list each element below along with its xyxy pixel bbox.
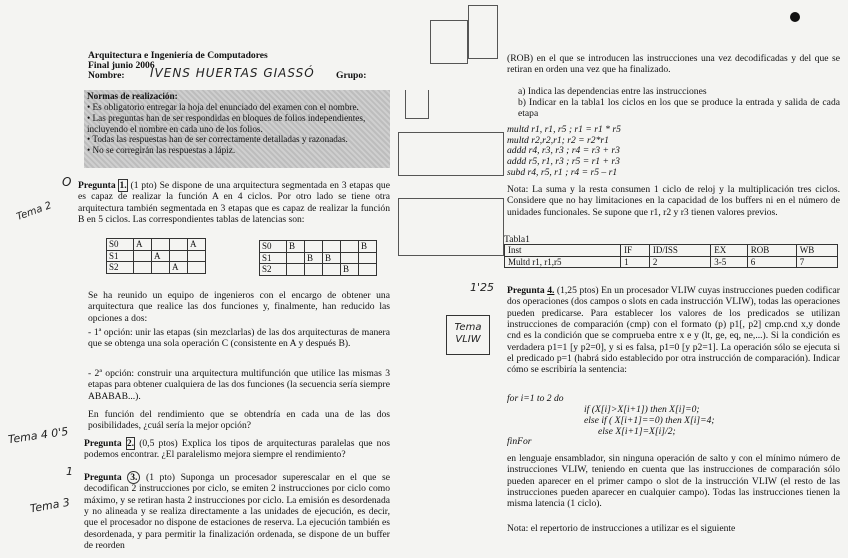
note-latency: Nota: La suma y la resta consumen 1 ciclo de reloj y la multiplicación tres ciclos. Considere que no hay limitaciones en la capacidad de los buffers ni en el número de unidades funcionales. Se supone que r1, r2 y r3 tienen valores previos.	[507, 184, 840, 218]
q1-question: En función del rendimiento que se obtendría en cada una de las dos posibilidades, ¿cuál sería la mejor opción?	[88, 409, 390, 432]
table1-title: Tabla1	[504, 234, 530, 245]
endfor-line: finFor	[507, 436, 532, 447]
norms-box	[84, 90, 390, 168]
q4-text-2: en lenguaje ensamblador, sin ninguna operación de salto y con el mínimo número de instrucciones VLIW, teniendo en cuenta que las instrucciones de comparación sólo pueden aparecer en el primer campo o slot de la instrucción VLIW (el resto de las instrucciones pueden aparecer en cualquier campo). Todas las instrucciones tienen la misma latencia (1 ciclo).	[507, 453, 840, 510]
q4-note: Nota: el repertorio de instrucciones a utilizar es el siguiente	[507, 523, 736, 534]
mark-o: O	[62, 175, 72, 189]
if-line: if (X[i]>X[i+1]) then X[i]=0;	[584, 404, 700, 415]
pencil-pipeline-grid	[398, 132, 504, 176]
annotation-tema3: Tema 3	[29, 495, 71, 516]
item-a: a) Indica las dependencias entre las instrucciones	[518, 86, 707, 97]
norm-item: • Todas las respuestas han de ser correctamente detalladas y razonadas.	[87, 134, 348, 145]
q1-label: Pregunta	[78, 180, 116, 191]
question-3: Pregunta 3. (1 pto) Suponga un procesador superescalar en el que se decodifican 2 instrucciones por ciclo, se emiten 2 instrucciones por ciclo como máximo, y se retiran hasta 2 instrucciones por ciclo. La emisión es desordenada y no alineada y se realiza directamente a las unidades de ejecución, es decir, que el procesador no dispone de estaciones de reserva. La ejecución también es desordenada, y para permitir la finalización ordenada, se dispone de un buffer de reorden	[84, 472, 390, 551]
q1-option-2: - 2ª opción: construir una arquitectura multifunción que utilice las mismas 3 etapas para obtener cualquiera de las dos funciones (la secuencia sería siempre ABABAB...).	[88, 368, 390, 402]
for-loop: for i=1 to 2 do	[507, 393, 564, 404]
q1-paragraph-2: Se ha reunido un equipo de ingenieros con el encargo de obtener una arquitectura que realice las dos funciones y, finalmente, han reducido las opciones a dos:	[88, 290, 390, 324]
pencil-sketch	[405, 90, 429, 119]
group-label: Grupo:	[336, 70, 367, 81]
course-title: Arquitectura e Ingeniería de Computadores	[88, 50, 268, 61]
pencil-sketch	[468, 5, 498, 59]
question-1	[78, 180, 390, 225]
code-line: multd r1, r1, r5 ; r1 = r1 * r5	[507, 124, 621, 135]
rob-text: (ROB) en el que se introducen las instrucciones una vez decodificadas y del que se retiran en orden una vez que ha finalizado.	[507, 53, 840, 76]
item-b: b) Indicar en la tabla1 los ciclos en los que se produce la entrada y salida de cada etapa	[518, 97, 840, 120]
question-2: Pregunta 2. (0,5 ptos) Explica los tipos de arquitecturas paralelas que nos podemos encontrar. ¿El paralelismo mejora siempre el rendimiento?	[84, 438, 390, 461]
pencil-sketch	[430, 20, 468, 64]
norm-item: • No se corregirán las respuestas a lápiz.	[87, 145, 236, 156]
code-line: addd r4, r3, r3 ; r4 = r3 + r3	[507, 145, 620, 157]
mark-1: 1	[66, 465, 73, 478]
code-line: addd r5, r1, r3 ; r5 = r1 + r3	[507, 156, 620, 168]
name-label: Nombre:	[88, 70, 125, 81]
annotation-tema4: Tema 4 0'5	[7, 424, 70, 447]
student-name: IVENS HUERTAS GIASSÓ	[150, 66, 315, 80]
code-line: multd r2,r2,r1; r2 = r2*r1	[507, 134, 609, 146]
exam-date: Final junio 2006	[88, 60, 155, 71]
q1-text: (1 pto) Se dispone de una arquitectura segmentada en 3 etapas que es capaz de realizar la función A en 4 ciclos. Por otro lado se tiene otra arquitectura también segmentada en 3 etapas que es capaz de realizar la función B en 5 ciclos. Las correspondientes tablas de latencias son:	[78, 180, 390, 225]
norm-item: • Las preguntas han de ser respondidas en bloques de folios independientes, incluyendo el nombre en cada uno de los folios.	[87, 112, 366, 134]
pencil-pipeline-grid	[398, 198, 504, 256]
elseif-line: else if ( X[i+1]==0) then X[i]=4;	[584, 415, 715, 426]
q1-number: 1.	[119, 180, 127, 191]
else-line: else X[i+1]=X[i]/2;	[598, 426, 676, 437]
latency-table-a: S0 A A S1 A S2 A	[106, 238, 206, 274]
ink-dot	[790, 12, 800, 22]
latency-table-b: S0 B B S1 B B S2 B	[259, 240, 377, 276]
code-block	[507, 125, 621, 179]
question-4: Pregunta 4. (1,25 ptos) En un procesador VLIW cuyas instrucciones pueden codificar dos operaciones (dos campos o slots en cada instrucción VLIW), todas las operaciones pueden predicarse. Para establecer los valores de los predicados se utilizan instrucciones de comparación (cmp) con el formato (p) p1[, p2] cmp.cnd x,y donde cnd es la condición que se comprueba entre x e y (lt, ge, eq, ne,...). Si la condición es verdadera p1=1 [y p2=0], y si es falsa, p1=0 [y p2=1]. La operación sólo se ejecuta si el predicado p=1 (habrá sido establecido por otra instrucción de comparación). Indicar cómo se escribiría la sentencia:	[507, 285, 840, 376]
norm-item: • Es obligatorio entregar la hoja del enunciado del examen con el nombre.	[87, 101, 359, 112]
norms-title: Normas de realización:	[87, 91, 178, 101]
q1-option-1: - 1ª opción: unir las etapas (sin mezclarlas) de las dos arquitecturas de manera que se obtenga una sola operación C (consistente en A y después B).	[88, 327, 390, 350]
annotation-tema-vliw: Tema VLIW	[446, 315, 490, 355]
annotation-tema2: Tema 2	[15, 200, 54, 223]
annotation-score-q4: 1'25	[470, 281, 495, 294]
table1: Inst IF ID/ISS EX ROB WB Multd r1, r1,r5 1 2 3-5 6 7	[504, 244, 838, 268]
code-line: subd r4, r5, r1 ; r4 = r5 – r1	[507, 166, 618, 178]
